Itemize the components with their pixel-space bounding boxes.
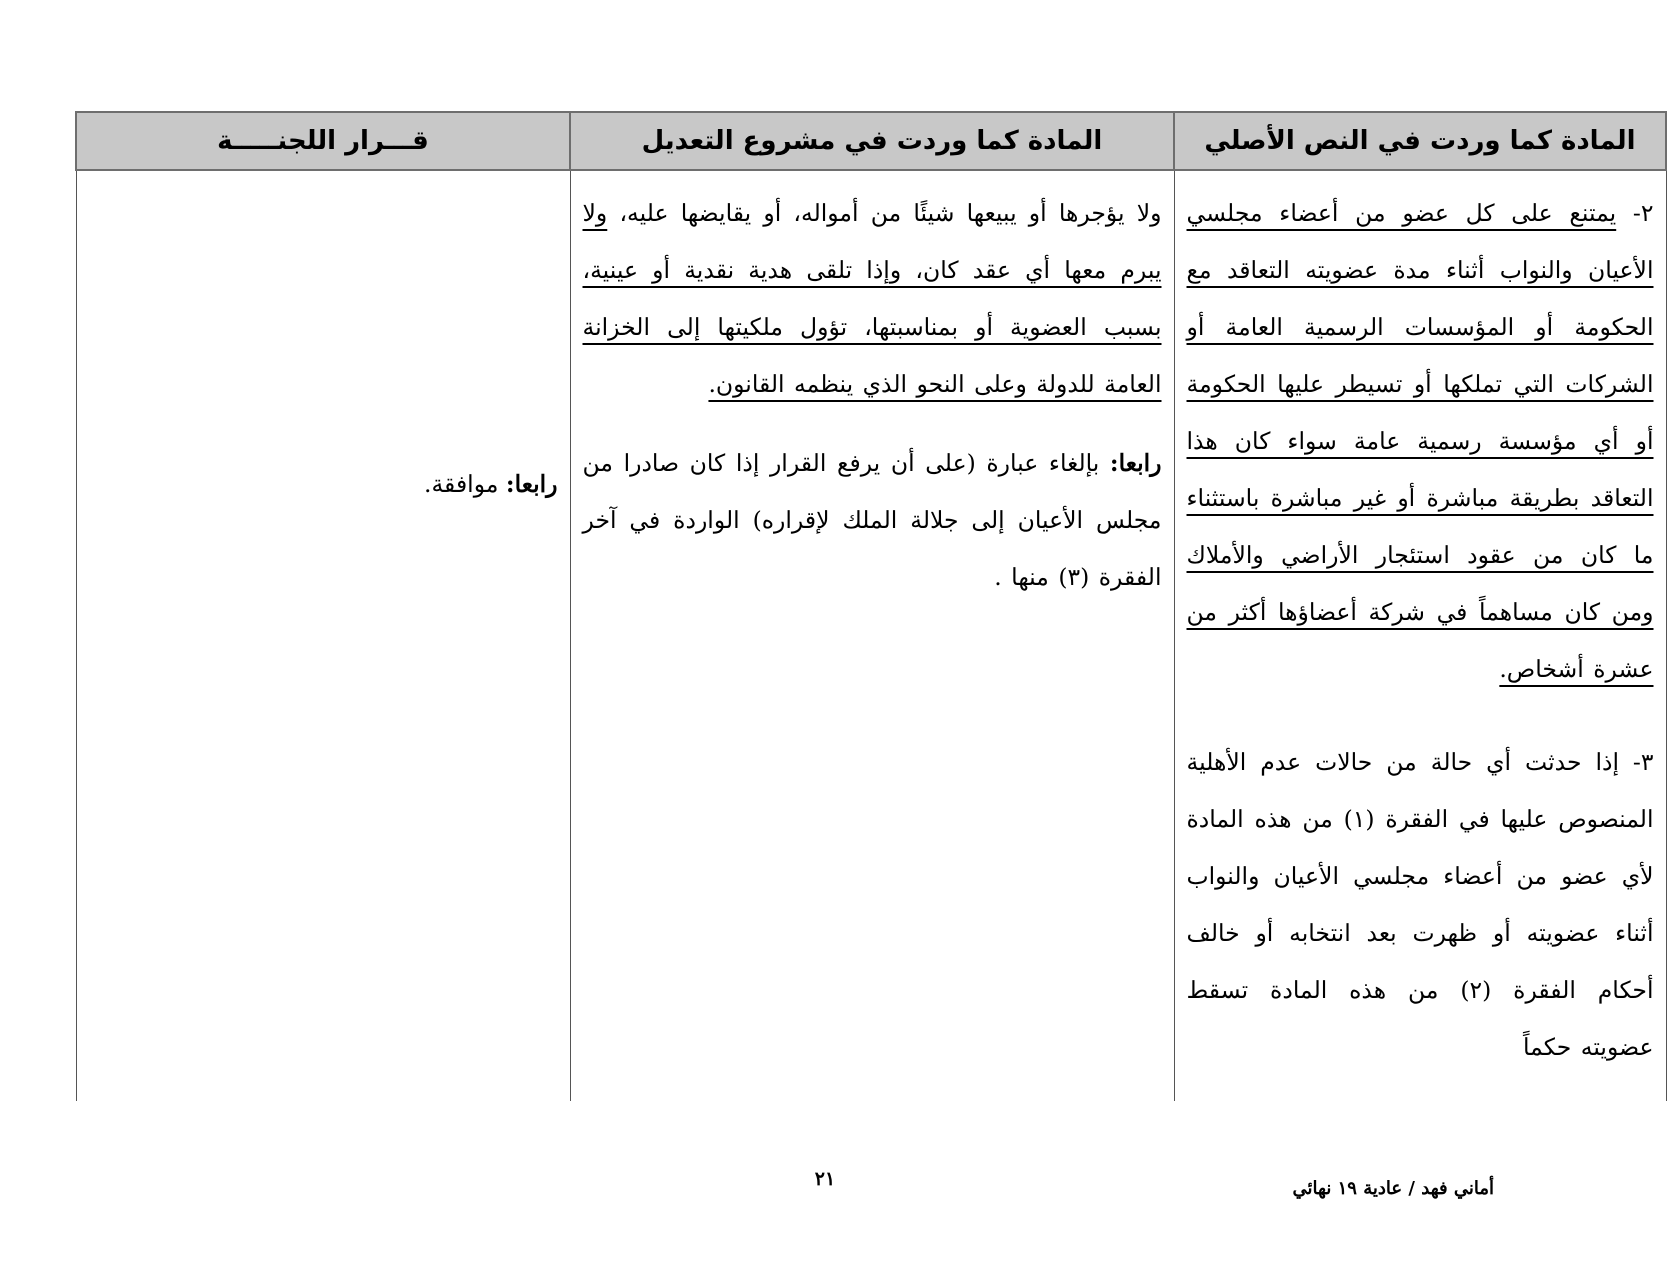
amendment-paragraph-1-plain: ولا يؤجرها أو يبيعها شيئًا من أمواله، أو يقايضها عليه، [607,199,1162,227]
original-paragraph-2-number: ٢- [1616,199,1654,227]
header-amendment-text: المادة كما وردت في مشروع التعديل [570,112,1174,170]
paragraph-gap [1187,698,1654,734]
header-committee-decision: قـــرار اللجنـــــة [76,112,570,170]
original-paragraph-2-text: يمتنع على كل عضو من أعضاء مجلسي الأعيان والنواب أثناء مدة عضويته التعاقد مع الحكومة أو المؤسسات الرسمية العامة أو الشركات التي تملكها أو تسيطر عليها الحكومة أو أي مؤسسة رسمية عامة سواء كان هذا التعاقد بطريقة مباشرة أو غير مباشرة باستثناء ما كان من عقود استئجار الأراضي والأملاك ومن كان مساهماً في شركة أعضاؤها أكثر من عشرة أشخاص. [1186,199,1654,683]
amendment-text-cell [570,170,1174,1101]
footer-note: أماني فهد / عادية ١٩ نهائي [1292,1178,1494,1199]
decision-paragraph [89,456,558,513]
committee-decision-cell [76,170,570,1101]
comparison-table [75,111,1667,1101]
amendment-paragraph-2-label: رابعا: [1109,449,1162,477]
original-text-cell [1174,170,1666,1101]
original-paragraph-2 [1187,185,1654,698]
amendment-paragraph-2 [583,435,1162,606]
page-number: ٢١ [814,1168,836,1190]
decision-label: رابعا: [505,470,558,498]
content-row [76,170,1666,1101]
paragraph-gap [583,413,1162,435]
header-original-text: المادة كما وردت في النص الأصلي [1174,112,1666,170]
decision-text: موافقة. [423,470,506,498]
amendment-paragraph-2-text: بإلغاء عبارة (على أن يرفع القرار إذا كان صادرا من مجلس الأعيان إلى جلالة الملك لإقراره) الواردة في آخر الفقرة (٣) منها . [582,449,1162,591]
original-paragraph-3: ٣- إذا حدثت أي حالة من حالات عدم الأهلية المنصوص عليها في الفقرة (١) من هذه المادة لأي عضو من أعضاء مجلسي الأعيان والنواب أثناء عضويته أو ظهرت بعد انتخابه أو خالف أحكام الفقرة (٢) من هذه المادة تسقط عضويته حكماً [1186,748,1654,1061]
header-row [76,112,1666,170]
amendment-paragraph-1-underlined: ولا يبرم معها أي عقد كان، وإذا تلقى هدية نقدية أو عينية، بسبب العضوية أو بمناسبتها، تؤول ملكيتها إلى الخزانة العامة للدولة وعلى النحو الذي ينظمه القانون. [582,199,1162,398]
amendment-paragraph-1 [583,185,1162,413]
